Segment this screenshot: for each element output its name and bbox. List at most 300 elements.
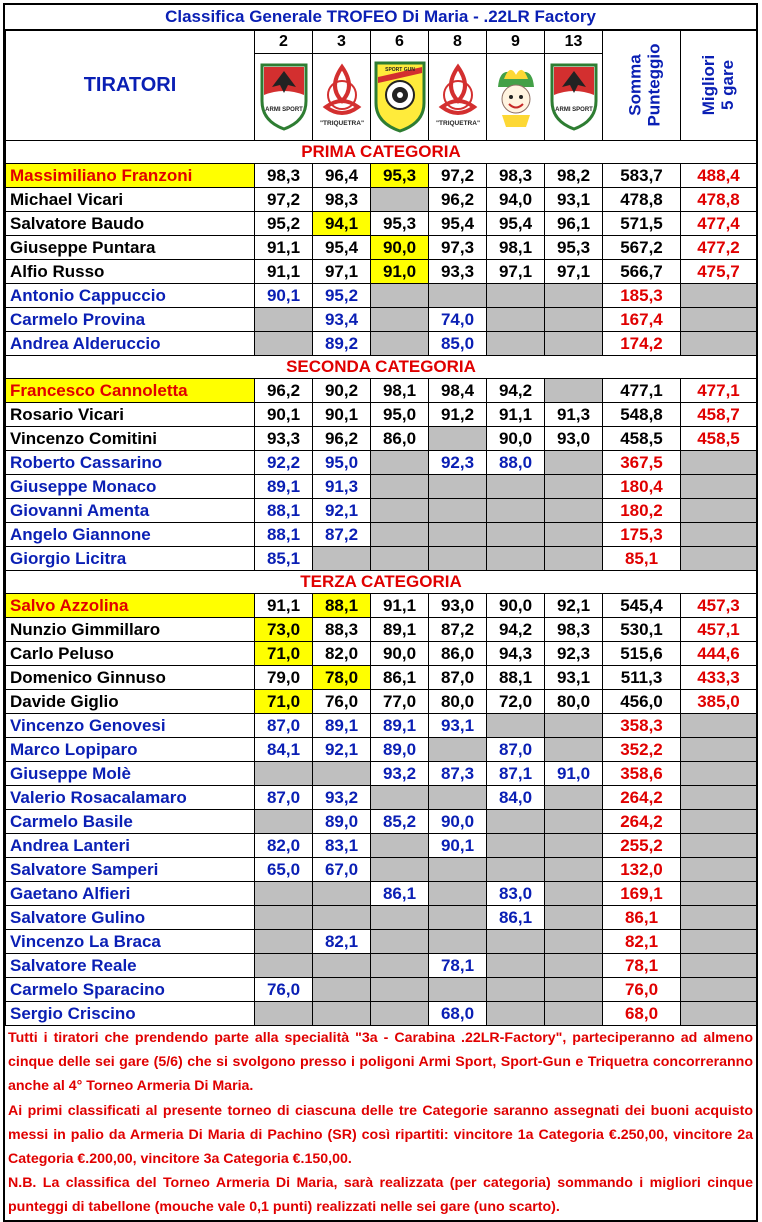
somma-cell: 255,2 (603, 834, 681, 858)
table-row (6, 594, 757, 618)
table-row (6, 1002, 757, 1026)
score-cell: 82,0 (313, 642, 371, 666)
score-cell: 97,2 (255, 188, 313, 212)
migliori-cell (681, 882, 757, 906)
score-cell (487, 499, 545, 523)
score-cell: 78,1 (429, 954, 487, 978)
somma-cell: 180,2 (603, 499, 681, 523)
svg-text:"TRIQUETRA": "TRIQUETRA" (319, 119, 364, 127)
armi-sport-shield-icon (258, 57, 310, 133)
score-cell (545, 786, 603, 810)
somma-cell: 167,4 (603, 308, 681, 332)
score-cell: 98,3 (313, 188, 371, 212)
gara-number-5: 9 (487, 31, 545, 54)
shooter-name: Marco Lopiparo (6, 738, 255, 762)
score-cell: 93,2 (313, 786, 371, 810)
score-cell: 95,0 (313, 451, 371, 475)
score-cell: 90,1 (255, 284, 313, 308)
migliori-cell (681, 762, 757, 786)
score-cell: 79,0 (255, 666, 313, 690)
score-cell (371, 834, 429, 858)
table-row (6, 954, 757, 978)
table-row (6, 379, 757, 403)
table-row (6, 475, 757, 499)
score-cell: 89,1 (371, 714, 429, 738)
score-cell: 98,4 (429, 379, 487, 403)
somma-cell: 82,1 (603, 930, 681, 954)
score-cell: 80,0 (545, 690, 603, 714)
score-cell: 98,3 (545, 618, 603, 642)
table-row (6, 666, 757, 690)
score-cell (545, 954, 603, 978)
score-cell: 90,0 (487, 594, 545, 618)
score-cell (371, 786, 429, 810)
table-row (6, 499, 757, 523)
score-cell: 93,4 (313, 308, 371, 332)
score-cell (313, 1002, 371, 1026)
score-cell (487, 332, 545, 356)
migliori-cell (681, 714, 757, 738)
notes (5, 1026, 756, 1220)
score-cell: 87,1 (487, 762, 545, 786)
score-cell: 98,2 (545, 164, 603, 188)
score-cell: 92,1 (313, 499, 371, 523)
score-cell (545, 499, 603, 523)
shooter-name: Giuseppe Molè (6, 762, 255, 786)
score-cell: 97,1 (545, 260, 603, 284)
table-row (6, 642, 757, 666)
score-cell: 93,3 (429, 260, 487, 284)
score-cell: 95,2 (255, 212, 313, 236)
somma-cell: 68,0 (603, 1002, 681, 1026)
score-cell: 97,2 (429, 164, 487, 188)
table-row (6, 188, 757, 212)
score-cell: 93,3 (255, 427, 313, 451)
score-cell (545, 332, 603, 356)
score-cell: 89,1 (313, 714, 371, 738)
score-cell (545, 882, 603, 906)
score-cell: 86,1 (371, 666, 429, 690)
gara-logo-4 (429, 54, 487, 141)
score-cell: 89,0 (371, 738, 429, 762)
score-cell: 96,2 (429, 188, 487, 212)
table-row (6, 403, 757, 427)
shooter-name: Carmelo Provina (6, 308, 255, 332)
score-cell (371, 499, 429, 523)
somma-cell: 456,0 (603, 690, 681, 714)
score-cell: 91,1 (487, 403, 545, 427)
score-cell: 88,1 (255, 499, 313, 523)
score-cell: 87,2 (313, 523, 371, 547)
score-cell: 91,1 (255, 236, 313, 260)
shooter-name: Carlo Peluso (6, 642, 255, 666)
score-cell: 65,0 (255, 858, 313, 882)
somma-cell: 358,6 (603, 762, 681, 786)
migliori-cell: 477,1 (681, 379, 757, 403)
score-cell: 92,1 (545, 594, 603, 618)
migliori-cell: 478,8 (681, 188, 757, 212)
gara-number-6: 13 (545, 31, 603, 54)
score-cell: 90,0 (371, 236, 429, 260)
shooter-name: Nunzio Gimmillaro (6, 618, 255, 642)
somma-cell: 478,8 (603, 188, 681, 212)
shooter-name: Giuseppe Puntara (6, 236, 255, 260)
score-cell (371, 954, 429, 978)
table-row (6, 427, 757, 451)
migliori-cell (681, 834, 757, 858)
table-row (6, 308, 757, 332)
score-cell: 87,0 (255, 786, 313, 810)
gara-logo-6 (545, 54, 603, 141)
score-cell: 96,2 (313, 427, 371, 451)
table-row (6, 858, 757, 882)
shooter-name: Salvo Azzolina (6, 594, 255, 618)
table-row (6, 762, 757, 786)
table-row (6, 547, 757, 571)
score-cell: 97,1 (487, 260, 545, 284)
score-cell: 98,1 (487, 236, 545, 260)
score-cell: 85,1 (255, 547, 313, 571)
gara-logo-3 (371, 54, 429, 141)
score-cell: 85,2 (371, 810, 429, 834)
score-cell (255, 906, 313, 930)
score-cell (313, 762, 371, 786)
migliori-cell (681, 786, 757, 810)
score-cell (545, 1002, 603, 1026)
score-cell (371, 906, 429, 930)
shooter-name: Carmelo Basile (6, 810, 255, 834)
table-row (6, 260, 757, 284)
note-paragraph: N.B. La classifica del Torneo Armeria Di Maria, sarà realizzata (per categoria) sommando i migliori cinque punteggi di tabellone (mouche vale 0,1 punti) realizzati nelle sei gare (uno scarto). (8, 1175, 753, 1216)
score-cell: 77,0 (371, 690, 429, 714)
somma-cell: 515,6 (603, 642, 681, 666)
table-row (6, 786, 757, 810)
somma-cell: 86,1 (603, 906, 681, 930)
somma-cell: 567,2 (603, 236, 681, 260)
migliori-cell (681, 547, 757, 571)
somma-punteggio-header: Somma Punteggio (603, 31, 681, 141)
score-cell (371, 451, 429, 475)
table-row (6, 618, 757, 642)
gara-logo-2 (313, 54, 371, 141)
score-cell: 89,0 (313, 810, 371, 834)
score-cell: 94,0 (487, 188, 545, 212)
score-cell: 95,0 (371, 403, 429, 427)
score-cell: 91,3 (545, 403, 603, 427)
score-cell: 97,3 (429, 236, 487, 260)
score-cell (313, 882, 371, 906)
somma-cell: 85,1 (603, 547, 681, 571)
somma-cell: 175,3 (603, 523, 681, 547)
migliori-cell: 444,6 (681, 642, 757, 666)
gara-number-3: 6 (371, 31, 429, 54)
score-cell (487, 308, 545, 332)
migliori-cell (681, 954, 757, 978)
score-cell (255, 882, 313, 906)
shooter-name: Giuseppe Monaco (6, 475, 255, 499)
score-cell: 88,1 (255, 523, 313, 547)
score-cell (429, 738, 487, 762)
somma-cell: 548,8 (603, 403, 681, 427)
shooter-name: Alfio Russo (6, 260, 255, 284)
somma-cell: 78,1 (603, 954, 681, 978)
jester-icon (490, 57, 542, 133)
shooter-name: Salvatore Gulino (6, 906, 255, 930)
score-cell (313, 978, 371, 1002)
score-cell: 90,0 (487, 427, 545, 451)
score-cell: 93,0 (545, 427, 603, 451)
score-cell: 91,3 (313, 475, 371, 499)
score-cell (371, 930, 429, 954)
somma-cell: 132,0 (603, 858, 681, 882)
score-cell (545, 930, 603, 954)
score-cell (255, 1002, 313, 1026)
score-cell: 84,0 (487, 786, 545, 810)
gara-number-4: 8 (429, 31, 487, 54)
score-cell (545, 906, 603, 930)
table-row (6, 834, 757, 858)
shooter-name: Sergio Criscino (6, 1002, 255, 1026)
score-cell: 96,2 (255, 379, 313, 403)
score-cell (429, 978, 487, 1002)
score-cell: 94,2 (487, 618, 545, 642)
score-cell: 83,1 (313, 834, 371, 858)
score-cell: 93,0 (429, 594, 487, 618)
score-cell (545, 858, 603, 882)
score-cell: 95,4 (313, 236, 371, 260)
somma-cell: 185,3 (603, 284, 681, 308)
somma-cell: 264,2 (603, 810, 681, 834)
shooter-name: Giorgio Licitra (6, 547, 255, 571)
score-cell (429, 427, 487, 451)
score-cell (545, 810, 603, 834)
table-row (6, 906, 757, 930)
classifica-sheet (3, 3, 758, 1222)
note-paragraph: Ai primi classificati al presente torneo di ciascuna delle tre Categorie saranno assegnati dei buoni acquisto messi in palio da Armeria Di Maria di Pachino (SR) così ripartiti: vincitore 1a Categoria €.250,00, vincitore 2a Categoria €.200,00, vincitore 3a Categoria €.150,00. (8, 1102, 753, 1168)
score-cell: 90,1 (255, 403, 313, 427)
score-cell (371, 308, 429, 332)
shooter-name: Domenico Ginnuso (6, 666, 255, 690)
score-cell: 76,0 (313, 690, 371, 714)
migliori-cell: 458,7 (681, 403, 757, 427)
score-cell: 85,0 (429, 332, 487, 356)
score-cell (255, 954, 313, 978)
shooter-name: Gaetano Alfieri (6, 882, 255, 906)
score-cell: 98,3 (487, 164, 545, 188)
migliori-cell: 433,3 (681, 666, 757, 690)
score-cell (371, 188, 429, 212)
migliori-cell (681, 978, 757, 1002)
score-cell: 91,1 (371, 594, 429, 618)
score-cell: 91,1 (255, 594, 313, 618)
migliori-cell (681, 284, 757, 308)
score-cell: 98,3 (255, 164, 313, 188)
score-cell: 88,1 (313, 594, 371, 618)
score-cell: 83,0 (487, 882, 545, 906)
score-cell (545, 714, 603, 738)
score-cell: 76,0 (255, 978, 313, 1002)
score-cell (545, 523, 603, 547)
triquetra-icon (316, 57, 368, 133)
score-cell: 68,0 (429, 1002, 487, 1026)
shooter-name: Roberto Cassarino (6, 451, 255, 475)
score-cell: 95,2 (313, 284, 371, 308)
shooter-name: Salvatore Reale (6, 954, 255, 978)
table-row (6, 236, 757, 260)
score-cell (371, 523, 429, 547)
score-cell: 96,1 (545, 212, 603, 236)
score-cell: 90,1 (429, 834, 487, 858)
somma-cell: 264,2 (603, 786, 681, 810)
score-cell (371, 284, 429, 308)
score-cell (429, 882, 487, 906)
score-cell (487, 284, 545, 308)
shooter-name: Davide Giglio (6, 690, 255, 714)
score-cell (487, 714, 545, 738)
category-header: TERZA CATEGORIA (6, 571, 757, 594)
score-cell: 67,0 (313, 858, 371, 882)
score-cell: 95,4 (429, 212, 487, 236)
score-cell (255, 762, 313, 786)
score-cell: 82,0 (255, 834, 313, 858)
shooter-name: Rosario Vicari (6, 403, 255, 427)
score-cell: 87,0 (255, 714, 313, 738)
svg-text:"TRIQUETRA": "TRIQUETRA" (435, 119, 480, 127)
somma-cell: 477,1 (603, 379, 681, 403)
score-cell: 86,1 (487, 906, 545, 930)
shooter-name: Michael Vicari (6, 188, 255, 212)
score-cell: 92,3 (545, 642, 603, 666)
score-cell: 87,0 (429, 666, 487, 690)
migliori-cell: 457,1 (681, 618, 757, 642)
migliori-cell (681, 858, 757, 882)
score-cell: 89,1 (255, 475, 313, 499)
score-cell (255, 810, 313, 834)
score-cell: 91,0 (545, 762, 603, 786)
migliori-cell (681, 1002, 757, 1026)
score-cell (255, 332, 313, 356)
score-cell (255, 930, 313, 954)
table-row (6, 882, 757, 906)
gara-logo-5 (487, 54, 545, 141)
score-cell (487, 523, 545, 547)
somma-cell: 458,5 (603, 427, 681, 451)
somma-cell: 358,3 (603, 714, 681, 738)
migliori-cell (681, 930, 757, 954)
migliori-cell (681, 475, 757, 499)
score-cell: 71,0 (255, 642, 313, 666)
somma-cell: 545,4 (603, 594, 681, 618)
score-cell (429, 930, 487, 954)
score-cell: 90,2 (313, 379, 371, 403)
note-paragraph: Tutti i tiratori che prendendo parte alla specialità "3a - Carabina .22LR-Factory", parteciperanno ad almeno cinque delle sei gare (5/6) che si svolgono presso i poligoni Armi Sport, Sport-Gun e Triquetra concorreranno anche al 4° Torneo Armeria Di Maria. (8, 1030, 753, 1095)
score-cell: 89,1 (371, 618, 429, 642)
migliori-cell (681, 451, 757, 475)
svg-text:ARMI SPORT: ARMI SPORT (554, 106, 593, 113)
table-row (6, 714, 757, 738)
score-cell: 93,2 (371, 762, 429, 786)
gara-logo-1 (255, 54, 313, 141)
page-title: Classifica Generale TROFEO Di Maria - .22LR Factory (5, 5, 756, 30)
score-cell (487, 978, 545, 1002)
shooter-name: Angelo Giannone (6, 523, 255, 547)
somma-cell: 571,5 (603, 212, 681, 236)
table-row (6, 690, 757, 714)
score-cell: 90,1 (313, 403, 371, 427)
table-row (6, 451, 757, 475)
migliori-cell (681, 308, 757, 332)
somma-cell: 169,1 (603, 882, 681, 906)
migliori-cell: 458,5 (681, 427, 757, 451)
score-cell: 95,3 (371, 164, 429, 188)
score-cell (429, 858, 487, 882)
score-cell (371, 475, 429, 499)
score-cell: 93,1 (545, 188, 603, 212)
shooter-name: Francesco Cannoletta (6, 379, 255, 403)
score-cell: 91,2 (429, 403, 487, 427)
shooter-name: Antonio Cappuccio (6, 284, 255, 308)
score-cell: 88,3 (313, 618, 371, 642)
shooter-name: Vincenzo Comitini (6, 427, 255, 451)
score-cell: 93,1 (429, 714, 487, 738)
score-cell: 89,2 (313, 332, 371, 356)
migliori-cell: 477,2 (681, 236, 757, 260)
score-cell: 78,0 (313, 666, 371, 690)
somma-cell: 76,0 (603, 978, 681, 1002)
score-cell (545, 475, 603, 499)
score-cell: 84,1 (255, 738, 313, 762)
score-cell (487, 858, 545, 882)
score-cell (545, 284, 603, 308)
score-cell (313, 906, 371, 930)
score-cell (487, 954, 545, 978)
score-cell (545, 547, 603, 571)
score-cell: 87,0 (487, 738, 545, 762)
score-cell: 95,3 (371, 212, 429, 236)
migliori-5-gare-header: Migliori 5 gare (681, 31, 757, 141)
score-cell: 73,0 (255, 618, 313, 642)
score-cell: 92,2 (255, 451, 313, 475)
score-cell (545, 379, 603, 403)
score-cell (371, 332, 429, 356)
migliori-cell: 457,3 (681, 594, 757, 618)
score-cell: 86,0 (429, 642, 487, 666)
score-cell (487, 930, 545, 954)
somma-cell: 367,5 (603, 451, 681, 475)
score-cell (371, 547, 429, 571)
table-row (6, 332, 757, 356)
score-cell: 87,3 (429, 762, 487, 786)
gara-number-2: 3 (313, 31, 371, 54)
score-cell (313, 954, 371, 978)
score-cell: 92,1 (313, 738, 371, 762)
shooter-name: Vincenzo Genovesi (6, 714, 255, 738)
migliori-cell (681, 523, 757, 547)
svg-text:ARMI SPORT: ARMI SPORT (264, 106, 303, 113)
sport-gun-target-icon (374, 57, 426, 133)
score-cell (545, 978, 603, 1002)
score-cell (487, 1002, 545, 1026)
migliori-cell (681, 810, 757, 834)
shooter-name: Salvatore Baudo (6, 212, 255, 236)
score-cell: 82,1 (313, 930, 371, 954)
somma-cell: 174,2 (603, 332, 681, 356)
migliori-cell (681, 499, 757, 523)
shooter-name: Massimiliano Franzoni (6, 164, 255, 188)
score-cell (545, 738, 603, 762)
migliori-cell: 475,7 (681, 260, 757, 284)
shooter-name: Valerio Rosacalamaro (6, 786, 255, 810)
